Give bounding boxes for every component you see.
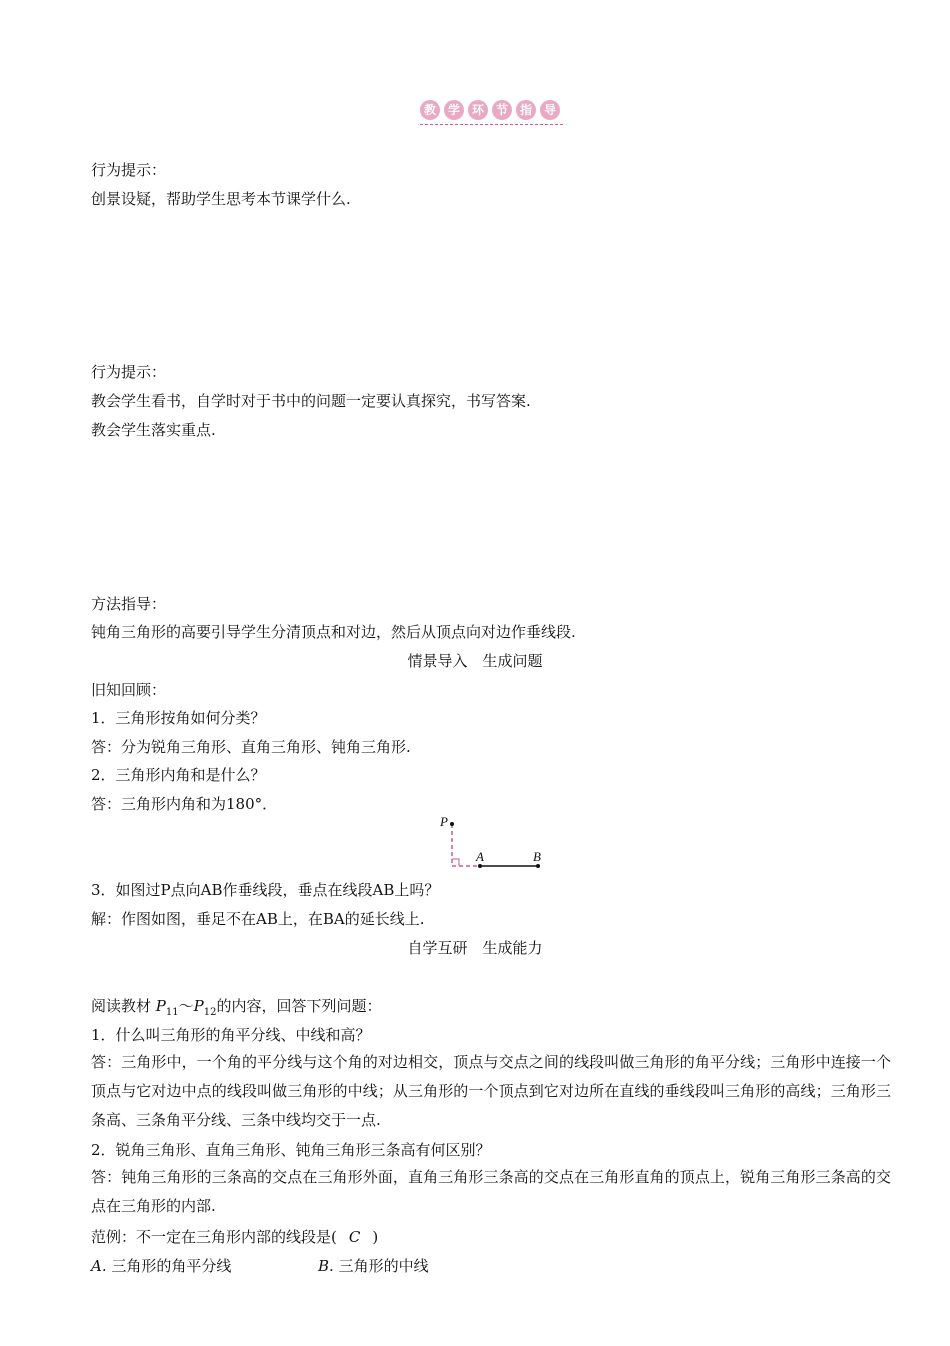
section-title: 情景导入 生成问题 bbox=[407, 652, 543, 670]
tip-label: 方法指导： bbox=[91, 595, 167, 613]
point-label-p: P bbox=[440, 814, 448, 829]
banner-char: 导 bbox=[540, 100, 560, 120]
tip-text: 创景设疑，帮助学生思考本节课学什么. bbox=[91, 190, 351, 208]
answer-paragraph: 答：三角形中，一个角的平分线与这个角的对边相交，顶点与交点之间的线段叫做三角形的角平分线；三角形中连接一个顶点与它对边中点的线段叫做三角形的中线；从三角形的一个顶点到它对边所在直线的垂线段叫三角形的高线；三角形三条高、三条角平分线、三条中线均交于一点. bbox=[91, 1053, 891, 1129]
banner-char: 学 bbox=[444, 100, 464, 120]
answer: 答：分为锐角三角形、直角三角形、钝角三角形. bbox=[91, 738, 411, 756]
tip-label: 行为提示： bbox=[91, 161, 167, 179]
review-label: 旧知回顾： bbox=[91, 681, 167, 699]
point-label-a: A bbox=[476, 849, 484, 864]
point-label-b: B bbox=[533, 849, 541, 864]
section-banner bbox=[420, 98, 560, 122]
question: 2．三角形内角和是什么？ bbox=[91, 766, 266, 784]
reading-intro: 阅读教材 $P_{11}\sim P_{12}$的内容，回答下列问题： bbox=[91, 997, 382, 1018]
question: 2．锐角三角形、直角三角形、钝角三角形三条高有何区别？ bbox=[91, 1141, 491, 1159]
answer: 解：作图如图，垂足不在AB上，在BA的延长线上. bbox=[91, 910, 425, 928]
question: 3．如图过P点向AB作垂线段，垂点在线段AB上吗？ bbox=[91, 881, 440, 899]
tip-label: 行为提示： bbox=[91, 363, 167, 381]
banner-char: 指 bbox=[516, 100, 536, 120]
banner-char: 节 bbox=[492, 100, 512, 120]
section-title: 自学互研 生成能力 bbox=[407, 939, 543, 957]
tip-text: 教会学生看书，自学时对于书中的问题一定要认真探究，书写答案. bbox=[91, 392, 531, 410]
perpendicular-figure bbox=[436, 812, 548, 872]
option-b: B. 三角形的中线 bbox=[318, 1257, 429, 1275]
banner-char: 教 bbox=[420, 100, 440, 120]
question: 1．三角形按角如何分类？ bbox=[91, 709, 266, 727]
tip-text: 钝角三角形的高要引导学生分清顶点和对边，然后从顶点向对边作垂线段. bbox=[91, 623, 576, 641]
question: 1．什么叫三角形的角平分线、中线和高？ bbox=[91, 1026, 371, 1044]
tip-text: 教会学生落实重点. bbox=[91, 421, 216, 439]
answer-paragraph: 答：钝角三角形的三条高的交点在三角形外面，直角三角形三条高的交点在三角形直角的顶点上，锐角三角形三条高的交点在三角形的内部. bbox=[91, 1168, 891, 1215]
example-answer: C bbox=[348, 1228, 361, 1246]
option-a: A. 三角形的角平分线 bbox=[91, 1257, 232, 1275]
banner-char: 环 bbox=[468, 100, 488, 120]
banner-underline bbox=[420, 124, 563, 125]
answer: 答：三角形内角和为180°． bbox=[91, 795, 278, 813]
example: 范例：不一定在三角形内部的线段是( C ) bbox=[91, 1228, 379, 1246]
